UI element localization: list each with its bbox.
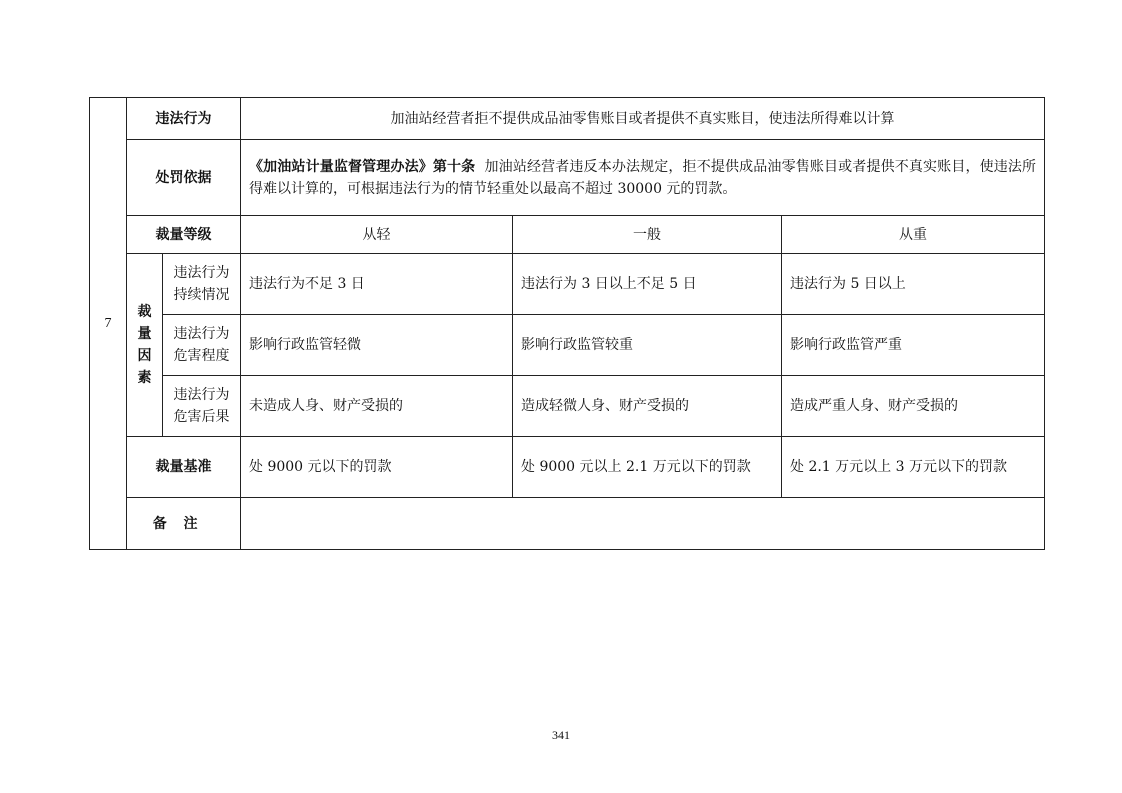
factor-row-severity [90, 315, 1045, 376]
factor-name: 违法行为 危害后果 [163, 376, 241, 437]
standard-label: 裁量基准 [127, 437, 241, 498]
factor-value-heavy: 影响行政监管严重 [782, 315, 1045, 376]
factor-value-heavy: 违法行为 5 日以上 [782, 254, 1045, 315]
factors-label-char: 裁 [137, 304, 152, 320]
factors-label-char: 素 [137, 370, 152, 386]
standard-row [90, 437, 1045, 498]
basis-law-title: 《加油站计量监督管理办法》第十条 [249, 158, 476, 175]
level-label: 裁量等级 [127, 216, 241, 254]
level-normal: 一般 [513, 216, 782, 254]
factors-label-char: 因 [137, 348, 152, 364]
item-number: 7 [90, 98, 127, 550]
standard-heavy: 处 2.1 万元以上 3 万元以下的罚款 [782, 437, 1045, 498]
basis-content [241, 140, 1045, 216]
basis-row [90, 140, 1045, 216]
violation-text: 加油站经营者拒不提供成品油零售账目或者提供不真实账目，使违法所得难以计算 [241, 98, 1045, 140]
factor-row-consequence [90, 376, 1045, 437]
violation-label: 违法行为 [127, 98, 241, 140]
factor-value-normal: 影响行政监管较重 [513, 315, 782, 376]
standard-normal: 处 9000 元以上 2.1 万元以下的罚款 [513, 437, 782, 498]
level-row [90, 216, 1045, 254]
factor-name: 违法行为 危害程度 [163, 315, 241, 376]
factors-label [127, 254, 163, 437]
level-heavy: 从重 [782, 216, 1045, 254]
factor-row-duration [90, 254, 1045, 315]
standard-light: 处 9000 元以下的罚款 [241, 437, 513, 498]
factor-value-normal: 造成轻微人身、财产受损的 [513, 376, 782, 437]
factor-value-heavy: 造成严重人身、财产受损的 [782, 376, 1045, 437]
factor-value-normal: 违法行为 3 日以上不足 5 日 [513, 254, 782, 315]
page-number: 341 [552, 728, 570, 742]
basis-text: 加油站经营者违反本办法规定，拒不提供成品油零售账目或者提供不真实账目，使违法所得难以计算的，可根据违法行为的情节轻重处以最高不超过 30000 元的罚款。 [249, 158, 1037, 197]
factor-value-light: 未造成人身、财产受损的 [241, 376, 513, 437]
note-label: 备注 [127, 498, 241, 550]
note-row [90, 498, 1045, 550]
basis-label: 处罚依据 [127, 140, 241, 216]
discretion-table [89, 97, 1045, 550]
factor-value-light: 影响行政监管轻微 [241, 315, 513, 376]
level-light: 从轻 [241, 216, 513, 254]
factors-label-char: 量 [137, 326, 152, 342]
violation-row [90, 98, 1045, 140]
factor-value-light: 违法行为不足 3 日 [241, 254, 513, 315]
factor-name: 违法行为 持续情况 [163, 254, 241, 315]
note-content [241, 498, 1045, 550]
